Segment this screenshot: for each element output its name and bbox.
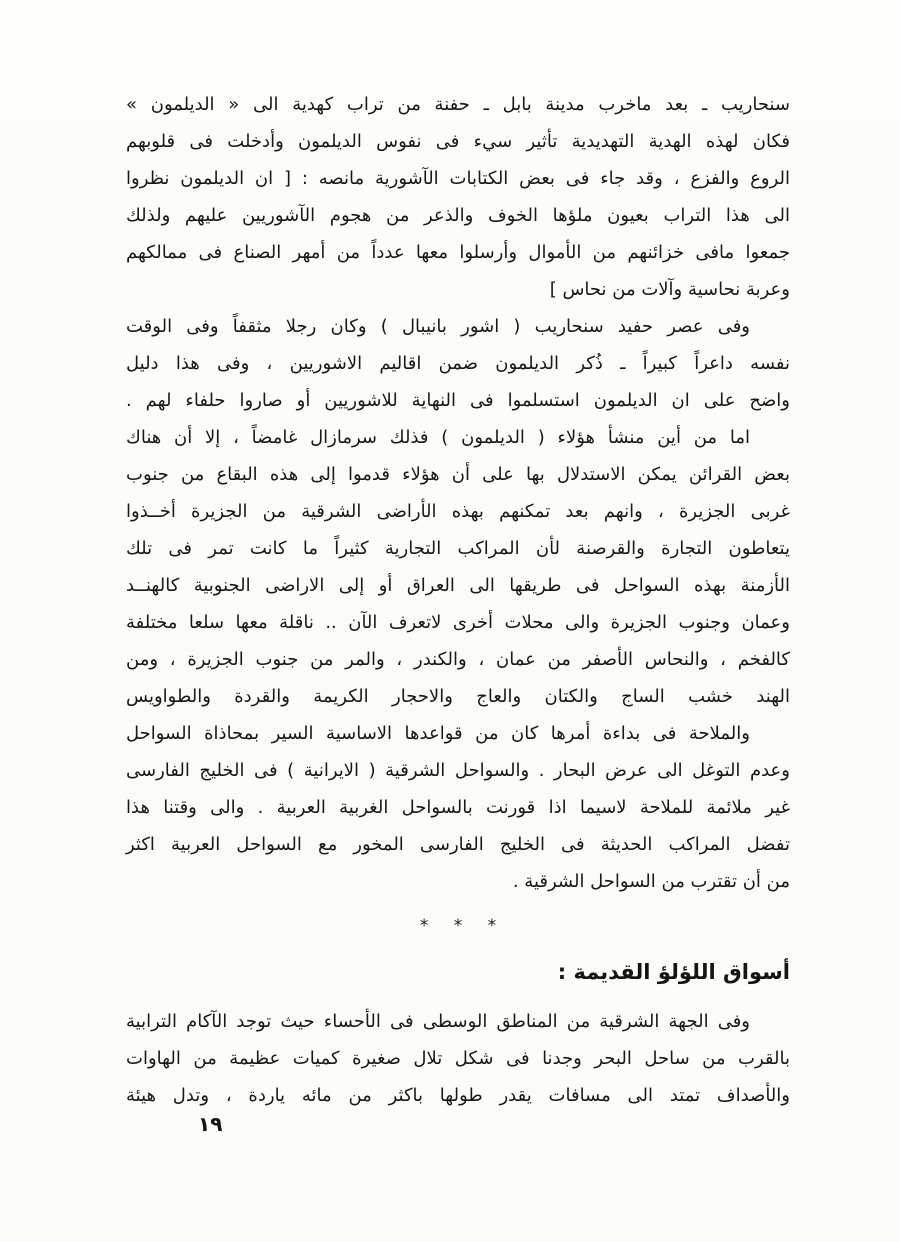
text-line: الأزمنة بهذه السواحل فى طريقها الى العراق أو إلى الاراضى الجنوبية كالهنــد [126, 575, 790, 596]
paragraph [126, 419, 790, 715]
text-line: يتعاطون التجارة والقرصنة لأن المراكب التجارية كثيراً ما كانت تمر فى تلك [126, 538, 790, 559]
text-line: الروع والفزع ، وقد جاء فى بعض الكتابات الآشورية مانصه : [ ان الديلمون نظروا [126, 168, 790, 189]
paragraphs-after-heading [126, 1003, 790, 1114]
text-line: والأصداف تمتد الى مسافات يقدر طولها باكثر من مائه ياردة ، وتدل هيئة [126, 1085, 790, 1106]
text-line: بالقرب من ساحل البحر وجدنا فى شكل تلال صغيرة كميات عظيمة من الهاوات [126, 1048, 790, 1069]
section-heading: أسواق اللؤلؤ القديمة : [557, 960, 790, 984]
text-line: بعض القرائن يمكن الاستدلال بها على أن هؤلاء قدموا إلى هذه البقاع من جنوب [126, 464, 790, 485]
text-line: اما من أين منشأ هؤلاء ( الديلمون ) فذلك سرمازال غامضاً ، إلا أن هناك [126, 427, 750, 448]
text-line: وعمان وجنوب الجزيرة والى محلات أخرى لاتعرف الآن .. ناقلة معها سلعا مختلفة [126, 612, 790, 633]
text-line: من أن تقترب من السواحل الشرقية . [512, 871, 790, 892]
text-line: وعدم التوغل الى عرض البحار . والسواحل الشرقية ( الايرانية ) فى الخليج الفارسى [126, 760, 790, 781]
text-line: وعربة نحاسية وآلات من نحاس ] [549, 279, 790, 300]
text-line: جمعوا مافى خزائنهم من الأموال وأرسلوا معها عدداً من أمهر الصناع فى ممالكهم [126, 242, 790, 263]
paragraph [126, 715, 790, 900]
text-line: الهند خشب الساج والكتان والعاج والاحجار الكريمة والقردة والطواويس [126, 686, 790, 707]
text-line: الى هذا التراب بعيون ملؤها الخوف والذعر من هجوم الآشوريين عليهم ولذلك [126, 205, 790, 226]
text-line: واضح على ان الديلمون استسلموا فى النهاية للاشوريين أو صاروا حلفاء لهم . [126, 390, 790, 411]
text-line: غربى الجزيرة ، وانهم بعد تمكنهم بهذه الأراضى الشرقية من الجزيرة أخــذوا [126, 501, 790, 522]
text-line: نفسه داعراً كبيراً ـ ذُكر الديلمون ضمن اقاليم الاشوريين ، وفى هذا دليل [126, 353, 790, 374]
text-line: تفضل المراكب الحديثة فى الخليج الفارسى المخور مع السواحل العربية اكثر [126, 834, 790, 855]
page-number: ١٩ [198, 1112, 223, 1136]
paragraph [126, 308, 790, 419]
text-line: غير ملائمة للملاحة لاسيما اذا قورنت بالسواحل الغربية العربية . والى وقتنا هذا [126, 797, 790, 818]
text-block [126, 86, 790, 1114]
text-line: وفى عصر حفيد سنحاريب ( اشور بانيبال ) وكان رجلا مثقفاً وفى الوقت [126, 316, 750, 337]
paragraph [126, 86, 790, 308]
text-line: والملاحة فى بداءة أمرها كان من قواعدها الاساسية السير بمحاذاة السواحل [126, 723, 750, 744]
text-line: فكان لهذه الهدية التهديدية تأثير سيء فى نفوس الديلمون وأدخلت فى قلوبهم [126, 131, 790, 152]
section-separator: * * * [419, 916, 507, 936]
paragraphs-before-heading [126, 86, 790, 900]
text-line: سنحاريب ـ بعد ماخرب مدينة بابل ـ حفنة من تراب كهدية الى « الديلمون » [126, 94, 790, 115]
text-line: وفى الجهة الشرقية من المناطق الوسطى فى الأحساء حيث توجد الآكام الترابية [126, 1011, 750, 1032]
text-line: كالفخم ، والنحاس الأصفر من عمان ، والكندر ، والمر من جنوب الجزيرة ، ومن [126, 649, 790, 670]
paragraph [126, 1003, 790, 1114]
